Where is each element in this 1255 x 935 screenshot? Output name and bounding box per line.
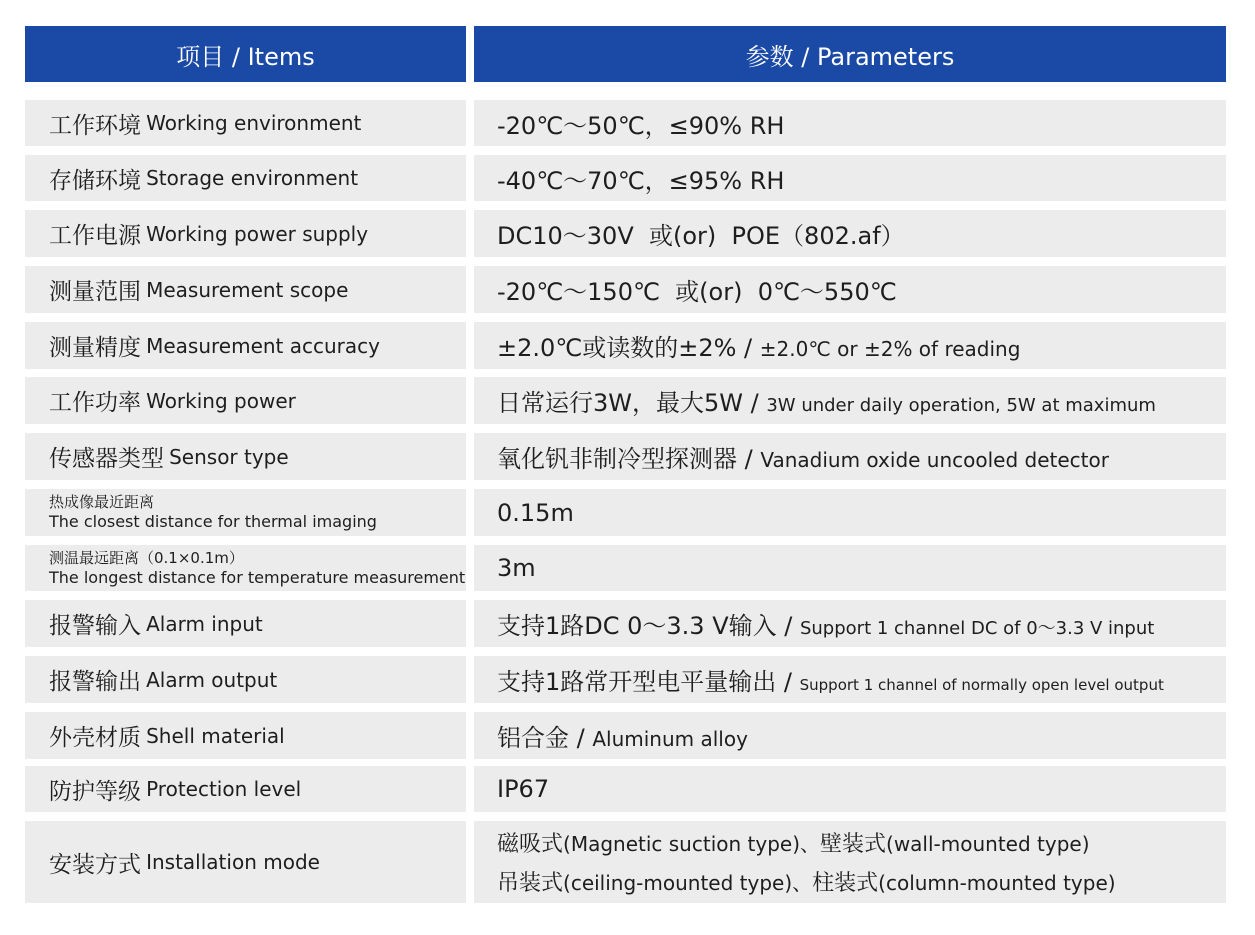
item-label-en: Protection level xyxy=(146,777,302,801)
item-label-en: Working environment xyxy=(146,111,362,135)
install-type-zh: 壁装式 xyxy=(820,832,887,857)
item-label-zh: 报警输出 xyxy=(49,669,141,695)
item-label-en: Storage environment xyxy=(146,166,359,190)
header-parameters: 参数 / Parameters xyxy=(474,26,1226,82)
value-cell xyxy=(474,100,1226,146)
table-row xyxy=(0,656,1255,703)
param-value-zh: 日常运行3W，最大5W / xyxy=(497,389,767,417)
param-value-en: Aluminum alloy xyxy=(592,727,748,751)
item-cell xyxy=(25,489,466,536)
item-label-zh: 测量范围 xyxy=(49,279,141,305)
value-cell xyxy=(474,600,1226,647)
item-cell xyxy=(25,600,466,647)
item-label-zh: 工作环境 xyxy=(49,112,141,139)
item-cell xyxy=(25,712,466,759)
install-type-en: (Magnetic suction type)、 xyxy=(563,832,820,856)
table-row xyxy=(0,600,1255,647)
item-label-en: The longest distance for temperature measurement xyxy=(49,567,466,587)
header-items: 项目 / Items xyxy=(25,26,466,82)
table-row xyxy=(0,377,1255,424)
item-label-en: Installation mode xyxy=(146,850,320,874)
item-cell xyxy=(25,433,466,480)
table-row xyxy=(0,766,1255,812)
param-value-en: Vanadium oxide uncooled detector xyxy=(760,448,1109,472)
item-cell xyxy=(25,821,466,903)
param-value-en: Support 1 channel of normally open level output xyxy=(799,676,1164,694)
item-label-en: Alarm output xyxy=(146,667,278,692)
item-cell xyxy=(25,766,466,812)
param-value-zh: 铝合金 / xyxy=(497,724,593,752)
item-cell xyxy=(25,545,466,591)
item-label-en: Shell material xyxy=(146,723,285,748)
table-row xyxy=(0,489,1255,536)
item-cell xyxy=(25,100,466,146)
install-type-zh: 吊装式 xyxy=(497,871,564,896)
item-label-zh: 存储环境 xyxy=(49,167,141,194)
value-cell xyxy=(474,489,1226,536)
item-label-zh: 热成像最近距离 xyxy=(49,493,155,511)
install-type-zh: 柱装式 xyxy=(812,871,879,896)
install-line-1 xyxy=(497,827,1116,858)
param-value-en: Support 1 channel DC of 0～3.3 V input xyxy=(799,618,1155,639)
value-cell xyxy=(474,545,1226,591)
item-label-en: Alarm input xyxy=(146,611,263,636)
param-value: -40℃～70℃，≤95% RH xyxy=(497,166,785,195)
item-label-en: Measurement accuracy xyxy=(146,333,380,358)
value-cell xyxy=(474,766,1226,812)
item-label-en: The closest distance for thermal imaging xyxy=(49,512,377,531)
value-cell xyxy=(474,155,1226,201)
table-row xyxy=(0,433,1255,480)
item-label-zh: 外壳材质 xyxy=(49,725,141,751)
value-cell xyxy=(474,433,1226,480)
install-type-en: (ceiling-mounted type)、 xyxy=(563,871,813,895)
param-value: DC10～30V 或(or) POE（802.af） xyxy=(497,222,905,250)
table-row xyxy=(0,266,1255,313)
param-value-zh: 支持1路常开型电平量输出 / xyxy=(497,668,800,696)
item-label-zh: 安装方式 xyxy=(49,851,141,878)
table-row xyxy=(0,155,1255,201)
table-row xyxy=(0,712,1255,759)
param-value: -20℃～150℃ 或(or) 0℃～550℃ xyxy=(497,278,897,306)
item-cell xyxy=(25,656,466,703)
item-label-en: Sensor type xyxy=(169,444,289,469)
item-label-en: Working power xyxy=(146,388,296,413)
item-cell xyxy=(25,155,466,201)
value-cell xyxy=(474,322,1226,369)
param-value-zh: 氧化钒非制冷型探测器 / xyxy=(497,445,761,473)
table-row xyxy=(0,322,1255,369)
param-value-zh: ±2.0℃或读数的±2% / xyxy=(497,334,760,362)
param-value-zh: 支持1路DC 0～3.3 V输入 / xyxy=(497,612,800,640)
item-cell xyxy=(25,266,466,313)
table-row xyxy=(0,100,1255,146)
item-label-zh: 工作功率 xyxy=(49,390,141,416)
item-cell xyxy=(25,377,466,424)
item-cell xyxy=(25,210,466,257)
value-cell xyxy=(474,656,1226,703)
item-label-zh: 传感器类型 xyxy=(49,446,164,472)
param-value: 0.15m xyxy=(497,498,574,527)
item-label-zh: 测量精度 xyxy=(49,335,141,361)
item-cell xyxy=(25,322,466,369)
install-type-en: (column-mounted type) xyxy=(878,871,1116,895)
item-label-zh: 防护等级 xyxy=(49,778,141,805)
value-cell xyxy=(474,821,1226,903)
value-cell xyxy=(474,377,1226,424)
param-value: -20℃～50℃，≤90% RH xyxy=(497,111,785,140)
install-type-en: (wall-mounted type) xyxy=(886,832,1090,856)
table-row xyxy=(0,210,1255,257)
value-cell xyxy=(474,266,1226,313)
param-value: 3m xyxy=(497,554,536,582)
value-cell xyxy=(474,712,1226,759)
param-value-en: 3W under daily operation, 5W at maximum xyxy=(766,395,1156,416)
table-row xyxy=(0,821,1255,903)
item-label-zh: 测温最远距离（0.1×0.1m） xyxy=(49,548,244,567)
param-value: IP67 xyxy=(497,775,550,803)
item-label-en: Measurement scope xyxy=(146,277,349,302)
item-label-en: Working power supply xyxy=(146,221,369,246)
item-label-zh: 报警输入 xyxy=(49,613,141,639)
value-cell xyxy=(474,210,1226,257)
install-type-zh: 磁吸式 xyxy=(497,832,564,857)
item-label-zh: 工作电源 xyxy=(49,223,141,249)
table-row xyxy=(0,545,1255,591)
install-line-2 xyxy=(497,866,1116,897)
param-value-en: ±2.0℃ or ±2% of reading xyxy=(759,337,1021,361)
